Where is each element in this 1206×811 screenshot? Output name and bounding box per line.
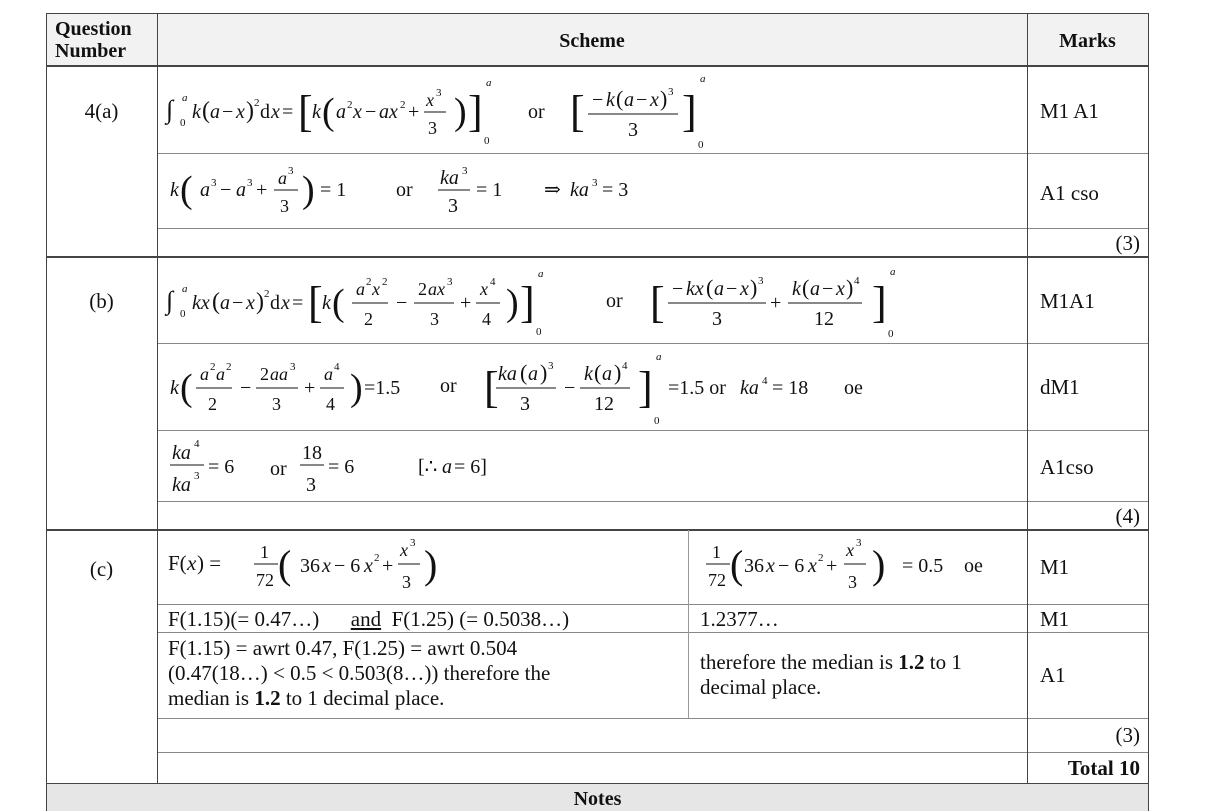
svg-text:3: 3 bbox=[856, 537, 862, 549]
svg-text:0: 0 bbox=[484, 135, 490, 147]
svg-text:k: k bbox=[312, 101, 321, 123]
svg-text:): ) bbox=[302, 169, 315, 211]
svg-text:(: ( bbox=[706, 275, 714, 300]
svg-text:0: 0 bbox=[180, 117, 186, 129]
svg-text:a: a bbox=[220, 292, 230, 314]
svg-text:2: 2 bbox=[226, 361, 232, 373]
svg-text:+: + bbox=[256, 179, 268, 201]
svg-text:4: 4 bbox=[762, 375, 768, 387]
svg-text:a: a bbox=[714, 278, 724, 300]
svg-text:4: 4 bbox=[482, 309, 491, 329]
svg-text:3: 3 bbox=[520, 393, 530, 415]
svg-text:(: ( bbox=[616, 86, 624, 111]
svg-text:3: 3 bbox=[447, 276, 453, 288]
svg-text:2: 2 bbox=[260, 364, 269, 384]
svg-text:− 6: − 6 bbox=[778, 555, 805, 577]
svg-text:72: 72 bbox=[708, 570, 726, 590]
part-c-row2-marks: M1 bbox=[1040, 607, 1070, 631]
svg-text:k: k bbox=[170, 179, 179, 201]
svg-text:3: 3 bbox=[280, 196, 289, 216]
part-a-or-2: or bbox=[396, 179, 413, 201]
svg-text:3: 3 bbox=[712, 308, 722, 330]
svg-text:ax: ax bbox=[379, 101, 398, 123]
svg-text:1: 1 bbox=[260, 542, 269, 562]
svg-text:k: k bbox=[606, 89, 615, 111]
svg-text:): ) bbox=[750, 275, 758, 300]
svg-text:+: + bbox=[304, 377, 316, 399]
svg-text:a: a bbox=[200, 179, 210, 201]
part-b-oe: oe bbox=[844, 377, 863, 399]
svg-text:0: 0 bbox=[180, 308, 186, 320]
svg-text:[: [ bbox=[298, 87, 313, 136]
part-c-subtotal: (3) bbox=[1115, 723, 1140, 747]
svg-text:k: k bbox=[584, 363, 593, 385]
svg-text:−: − bbox=[396, 292, 408, 314]
part-b-or-1: or bbox=[606, 290, 623, 312]
svg-text:2: 2 bbox=[210, 361, 216, 373]
svg-text:−: − bbox=[220, 179, 232, 201]
svg-text:]: ] bbox=[638, 363, 653, 412]
svg-text:3: 3 bbox=[211, 177, 217, 189]
svg-text:3: 3 bbox=[247, 177, 253, 189]
part-b-or-2: or bbox=[440, 375, 457, 397]
svg-text:x: x bbox=[281, 292, 290, 314]
svg-text:): ) bbox=[506, 282, 519, 324]
svg-text:(: ( bbox=[332, 282, 345, 324]
svg-text:⇒: ⇒ bbox=[544, 179, 561, 201]
part-b-integral-formula bbox=[160, 259, 920, 341]
question-number-header: Question Number bbox=[55, 18, 132, 62]
svg-text:a: a bbox=[324, 364, 333, 384]
svg-text:): ) bbox=[660, 86, 668, 111]
svg-text:d: d bbox=[270, 292, 280, 314]
svg-text:3: 3 bbox=[628, 119, 638, 141]
svg-text:F(: F( bbox=[168, 551, 187, 575]
svg-text:2: 2 bbox=[374, 552, 380, 564]
svg-text:ka: ka bbox=[570, 179, 589, 201]
svg-text:4: 4 bbox=[622, 360, 628, 372]
svg-text:72: 72 bbox=[256, 570, 274, 590]
svg-text:3: 3 bbox=[592, 177, 598, 189]
part-a-or-1: or bbox=[528, 101, 545, 123]
svg-text:k: k bbox=[792, 278, 801, 300]
total-marks: Total 10 bbox=[1067, 756, 1140, 780]
svg-text:0: 0 bbox=[536, 326, 542, 338]
svg-text:): ) bbox=[540, 360, 548, 385]
svg-text:= 1: = 1 bbox=[476, 179, 503, 201]
svg-text:2: 2 bbox=[400, 99, 406, 111]
svg-text:ax: ax bbox=[428, 279, 445, 299]
svg-text:2: 2 bbox=[264, 288, 270, 300]
svg-text:4: 4 bbox=[194, 438, 200, 450]
svg-text:3: 3 bbox=[288, 165, 294, 177]
svg-text:x: x bbox=[740, 278, 749, 300]
svg-text:−: − bbox=[726, 278, 738, 300]
svg-text:ka: ka bbox=[740, 377, 759, 399]
svg-text:2: 2 bbox=[364, 309, 373, 329]
svg-text:x: x bbox=[322, 555, 331, 577]
svg-text:a: a bbox=[624, 89, 634, 111]
svg-text:(: ( bbox=[180, 367, 193, 409]
svg-text:a: a bbox=[890, 266, 896, 278]
svg-text:[: [ bbox=[570, 87, 585, 136]
svg-text:]: ] bbox=[520, 278, 535, 327]
svg-text:ka: ka bbox=[172, 442, 191, 464]
svg-text:−: − bbox=[232, 292, 244, 314]
svg-text:= 0.5: = 0.5 bbox=[902, 555, 944, 577]
marks-header: Marks bbox=[1059, 30, 1116, 52]
svg-text:= 6: = 6 bbox=[208, 456, 235, 478]
svg-text:3: 3 bbox=[448, 195, 458, 217]
svg-text:+: + bbox=[382, 555, 394, 577]
part-b-label: (b) bbox=[89, 289, 114, 313]
part-c-row1-marks: M1 bbox=[1040, 555, 1070, 579]
svg-text:+: + bbox=[460, 292, 472, 314]
svg-text:3: 3 bbox=[402, 572, 411, 592]
svg-text:− 6: − 6 bbox=[334, 555, 361, 577]
svg-text:a: a bbox=[236, 179, 246, 201]
svg-text:(: ( bbox=[180, 169, 193, 211]
svg-text:a: a bbox=[602, 363, 612, 385]
part-a-result-formula bbox=[160, 156, 680, 226]
part-b-row3-marks: A1cso bbox=[1040, 455, 1094, 479]
svg-text:x: x bbox=[846, 540, 854, 560]
notes-header: Notes bbox=[573, 788, 622, 810]
svg-text:a: a bbox=[486, 77, 492, 89]
part-c-oe: oe bbox=[964, 555, 983, 577]
scheme-header: Scheme bbox=[559, 30, 625, 52]
svg-text:x: x bbox=[766, 555, 775, 577]
svg-text:a: a bbox=[216, 364, 225, 384]
svg-text:): ) bbox=[872, 542, 886, 587]
svg-text:4: 4 bbox=[490, 276, 496, 288]
svg-text:x: x bbox=[836, 278, 845, 300]
svg-text:]: ] bbox=[682, 87, 697, 136]
svg-text:12: 12 bbox=[594, 393, 614, 415]
svg-text:aa: aa bbox=[270, 364, 288, 384]
part-a-integral-formula bbox=[160, 68, 720, 152]
part-c-conclusion-left: F(1.15) = awrt 0.47, F(1.25) = awrt 0.504 (0.47(18…) < 0.5 < 0.503(8…)) therefore the median is 1.2 to 1 decimal place. bbox=[168, 636, 551, 711]
svg-text:3: 3 bbox=[306, 474, 316, 496]
svg-text:=1.5: =1.5 bbox=[364, 377, 401, 399]
svg-text:(: ( bbox=[594, 360, 602, 385]
svg-text:k: k bbox=[322, 292, 331, 314]
svg-text:= 3: = 3 bbox=[602, 179, 629, 201]
svg-text:a: a bbox=[442, 456, 452, 478]
svg-text:+: + bbox=[408, 101, 420, 123]
svg-text:=: = bbox=[292, 292, 304, 314]
svg-text:x: x bbox=[808, 555, 817, 577]
svg-text:]: ] bbox=[468, 87, 483, 136]
svg-text:k: k bbox=[170, 377, 179, 399]
svg-text:[: [ bbox=[650, 278, 665, 327]
svg-text:−: − bbox=[822, 278, 834, 300]
svg-text:x: x bbox=[426, 90, 434, 110]
svg-text:0: 0 bbox=[888, 328, 894, 340]
svg-text:(: ( bbox=[802, 275, 810, 300]
svg-text:(: ( bbox=[322, 91, 335, 133]
svg-text:2: 2 bbox=[347, 99, 353, 111]
svg-text:x: x bbox=[364, 555, 373, 577]
svg-text:4: 4 bbox=[326, 394, 335, 414]
svg-text:a: a bbox=[538, 268, 544, 280]
svg-text:) =: ) = bbox=[197, 551, 222, 575]
svg-text:2: 2 bbox=[818, 552, 824, 564]
part-a-subtotal: (3) bbox=[1115, 231, 1140, 255]
svg-text:36: 36 bbox=[744, 555, 764, 577]
svg-text:(: ( bbox=[202, 98, 210, 124]
svg-text:x: x bbox=[246, 292, 255, 314]
svg-text:3: 3 bbox=[290, 361, 296, 373]
part-c-median-equation bbox=[692, 532, 1024, 602]
svg-text:a: a bbox=[210, 101, 220, 123]
svg-text:36: 36 bbox=[300, 555, 320, 577]
svg-text:d: d bbox=[260, 101, 270, 123]
svg-text:a: a bbox=[278, 168, 287, 188]
svg-text:0: 0 bbox=[698, 139, 704, 151]
svg-text:3: 3 bbox=[430, 309, 439, 329]
part-b-row2-marks: dM1 bbox=[1040, 375, 1080, 399]
svg-text:=: = bbox=[282, 101, 294, 123]
svg-text:a: a bbox=[182, 283, 188, 295]
svg-text:−: − bbox=[672, 278, 684, 300]
svg-text:x: x bbox=[400, 540, 408, 560]
svg-text:): ) bbox=[614, 360, 622, 385]
part-c-row3-marks: A1 bbox=[1040, 663, 1066, 687]
svg-text:): ) bbox=[424, 542, 438, 587]
svg-text:(: ( bbox=[520, 360, 528, 385]
svg-text:=1.5 or: =1.5 or bbox=[668, 377, 726, 399]
part-c-root-value: 1.2377… bbox=[700, 607, 779, 631]
svg-text:2: 2 bbox=[254, 97, 260, 109]
svg-text:[: [ bbox=[484, 363, 499, 412]
part-c-label: (c) bbox=[89, 557, 114, 581]
svg-text:[: [ bbox=[308, 278, 323, 327]
svg-text:ka: ka bbox=[498, 363, 517, 385]
svg-text:3: 3 bbox=[548, 360, 554, 372]
svg-text:−: − bbox=[222, 101, 234, 123]
svg-text:): ) bbox=[454, 91, 467, 133]
svg-text:= 1: = 1 bbox=[320, 179, 347, 201]
svg-text:a: a bbox=[200, 364, 209, 384]
svg-text:3: 3 bbox=[194, 470, 200, 482]
svg-text:a: a bbox=[182, 92, 188, 104]
svg-text:kx: kx bbox=[192, 292, 210, 314]
svg-text:a: a bbox=[336, 101, 346, 123]
svg-text:3: 3 bbox=[462, 165, 468, 177]
svg-text:= 6]: = 6] bbox=[454, 456, 487, 478]
svg-text:3: 3 bbox=[428, 118, 437, 138]
part-b-equation-formula bbox=[160, 346, 920, 428]
svg-text:ka: ka bbox=[440, 167, 459, 189]
svg-text:): ) bbox=[256, 289, 264, 315]
svg-text:+: + bbox=[826, 555, 838, 577]
svg-text:2: 2 bbox=[208, 394, 217, 414]
svg-text:): ) bbox=[246, 98, 254, 124]
svg-text:a: a bbox=[528, 363, 538, 385]
part-b-or-3: or bbox=[270, 458, 287, 480]
svg-text:2: 2 bbox=[382, 276, 388, 288]
svg-text:[∴: [∴ bbox=[418, 456, 438, 478]
svg-text:4: 4 bbox=[334, 361, 340, 373]
svg-text:1: 1 bbox=[712, 542, 721, 562]
svg-text:3: 3 bbox=[436, 87, 442, 99]
svg-text:0: 0 bbox=[654, 415, 660, 427]
svg-text:(: ( bbox=[730, 542, 744, 587]
svg-text:x: x bbox=[650, 89, 659, 111]
svg-text:]: ] bbox=[872, 278, 887, 327]
svg-text:3: 3 bbox=[410, 537, 416, 549]
svg-text:3: 3 bbox=[272, 394, 281, 414]
svg-text:ka: ka bbox=[172, 474, 191, 496]
svg-text:3: 3 bbox=[848, 572, 857, 592]
svg-text:): ) bbox=[350, 367, 363, 409]
svg-text:k: k bbox=[192, 101, 201, 123]
part-b-solution-formula bbox=[160, 433, 580, 499]
svg-text:x: x bbox=[187, 551, 197, 575]
part-c-conclusion-right: therefore the median is 1.2 to 1 decimal place. bbox=[700, 650, 962, 700]
part-a-label: 4(a) bbox=[84, 99, 119, 123]
svg-text:= 18: = 18 bbox=[772, 377, 809, 399]
part-c-f115: F(1.15)(= 0.47…) and F(1.25) (= 0.5038…) bbox=[168, 607, 570, 631]
svg-text:−: − bbox=[636, 89, 648, 111]
svg-text:kx: kx bbox=[686, 278, 704, 300]
svg-text:x: x bbox=[372, 279, 380, 299]
part-c-cdf-formula bbox=[160, 532, 680, 602]
svg-text:a: a bbox=[700, 73, 706, 85]
svg-text:4: 4 bbox=[854, 275, 860, 287]
svg-text:+: + bbox=[770, 292, 782, 314]
svg-text:): ) bbox=[846, 275, 854, 300]
svg-text:x: x bbox=[236, 101, 245, 123]
svg-text:−: − bbox=[592, 89, 604, 111]
part-b-subtotal: (4) bbox=[1115, 504, 1140, 528]
svg-text:a: a bbox=[810, 278, 820, 300]
part-b-row1-marks: M1A1 bbox=[1040, 289, 1095, 313]
svg-text:(: ( bbox=[212, 289, 220, 315]
svg-text:2: 2 bbox=[418, 279, 427, 299]
svg-text:a: a bbox=[656, 351, 662, 363]
svg-text:∫: ∫ bbox=[166, 286, 174, 315]
svg-text:x: x bbox=[353, 101, 362, 123]
svg-text:a: a bbox=[356, 279, 365, 299]
svg-text:x: x bbox=[271, 101, 280, 123]
svg-text:3: 3 bbox=[758, 275, 764, 287]
svg-text:∫: ∫ bbox=[166, 95, 174, 124]
svg-text:18: 18 bbox=[302, 442, 322, 464]
part-a-row1-marks: M1 A1 bbox=[1040, 99, 1099, 123]
svg-text:−: − bbox=[564, 377, 576, 399]
svg-text:= 6: = 6 bbox=[328, 456, 355, 478]
svg-text:12: 12 bbox=[814, 308, 834, 330]
svg-text:−: − bbox=[240, 377, 252, 399]
svg-text:3: 3 bbox=[668, 86, 674, 98]
svg-text:(: ( bbox=[278, 542, 292, 587]
svg-text:x: x bbox=[480, 279, 488, 299]
part-a-row2-marks: A1 cso bbox=[1040, 181, 1099, 205]
svg-text:2: 2 bbox=[366, 276, 372, 288]
svg-text:−: − bbox=[365, 101, 377, 123]
